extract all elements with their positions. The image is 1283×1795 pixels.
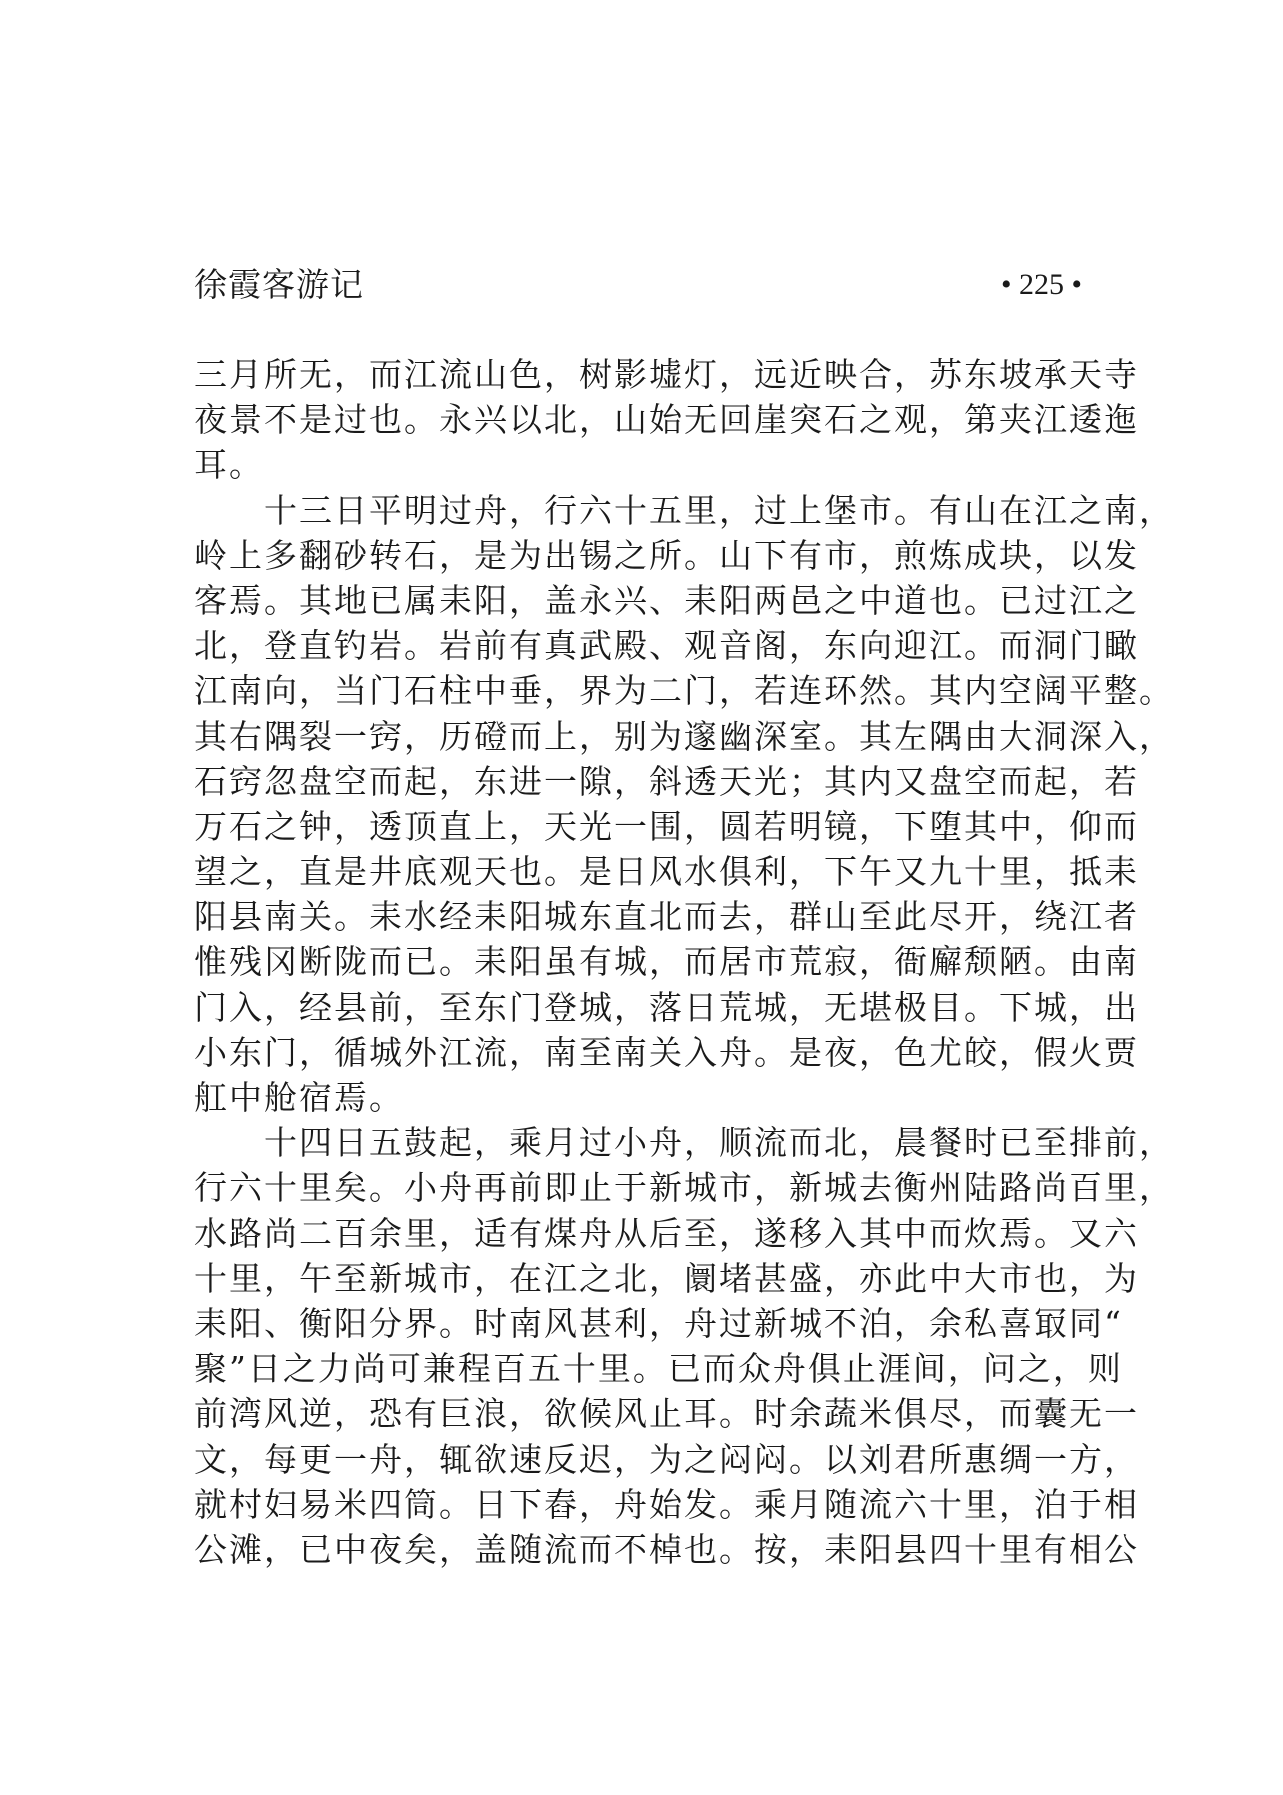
text-line: 十三日平明过舟，行六十五里，过上堡市。有山在江之南， (264, 490, 1174, 530)
text-line: 十四日五鼓起，乘月过小舟，顺流而北，晨餐时已至排前， (264, 1123, 1174, 1163)
text-line: 前湾风逆，恐有巨浪，欲候风止耳。时余蔬米俱尽，而囊无一 (194, 1394, 1139, 1434)
text-line: 望之，直是井底观天也。是日风水俱利，下午又九十里，抵耒 (194, 852, 1139, 892)
text-line: 客焉。其地已属耒阳，盖永兴、耒阳两邑之中道也。已过江之 (194, 580, 1139, 620)
text-line: 三月所无，而江流山色，树影墟灯，远近映合，苏东坡承天寺 (194, 355, 1139, 394)
page-number: • 225 • (1000, 268, 1082, 301)
page-header (194, 262, 1082, 308)
text-line: 舡中舱宿焉。 (194, 1078, 404, 1117)
text-line: 小东门，循城外江流，南至南关入舟。是夜，色尤皎，假火贾 (194, 1032, 1139, 1072)
text-line: 江南向，当门石柱中垂，界为二门，若连环然。其内空阔平整。 (194, 671, 1174, 711)
text-line: 聚”日之力尚可兼程百五十里。已而众舟俱止涯间，问之，则 (194, 1349, 1123, 1389)
text-line: 文，每更一舟，辄欲速反迟，为之闷闷。以刘君所惠绸一方， (194, 1439, 1139, 1479)
text-line: 十里，午至新城市，在江之北，阛堵甚盛，亦此中大市也，为 (194, 1258, 1139, 1298)
text-line: 水路尚二百余里，适有煤舟从后至，遂移入其中而炊焉。又六 (194, 1213, 1139, 1253)
text-line: 就村妇易米四筒。日下舂，舟始发。乘月随流六十里，泊于相 (194, 1484, 1139, 1524)
text-line: 岭上多翻砂转石，是为出锡之所。山下有市，煎炼成块，以发 (194, 535, 1139, 575)
book-title: 徐霞客游记 (194, 265, 364, 304)
text-line: 北，登直钓岩。岩前有真武殿、观音阁，东向迎江。而洞门瞰 (194, 626, 1139, 666)
text-line: 石窍忽盘空而起，东进一隙，斜透天光；其内又盘空而起，若 (194, 761, 1139, 801)
text-line: 耒阳、衡阳分界。时南风甚利，舟过新城不泊，余私喜冣同“ (194, 1303, 1123, 1343)
text-line: 阳县南关。耒水经耒阳城东直北而去，群山至此尽开，绕江者 (194, 897, 1139, 937)
text-line: 行六十里矣。小舟再前即止于新城市，新城去衡州陆路尚百里， (194, 1168, 1174, 1208)
text-line: 夜景不是过也。永兴以北，山始无回崖突石之观，第夹江逶迤 (194, 400, 1139, 440)
text-line: 万石之钟，透顶直上，天光一围，圆若明镜，下堕其中，仰而 (194, 806, 1139, 846)
text-line: 门入，经县前，至东门登城，落日荒城，无堪极目。下城，出 (194, 987, 1139, 1027)
body-text (194, 352, 1174, 1572)
text-line: 其右隅裂一窍，历磴而上，别为邃幽深室。其左隅由大洞深入， (194, 716, 1174, 756)
text-line: 耳。 (194, 445, 264, 485)
text-line: 惟残冈断陇而已。耒阳虽有城，而居市荒寂，衙廨颓陋。由南 (194, 942, 1139, 982)
text-line: 公滩，已中夜矣，盖随流而不棹也。按，耒阳县四十里有相公 (194, 1529, 1139, 1569)
